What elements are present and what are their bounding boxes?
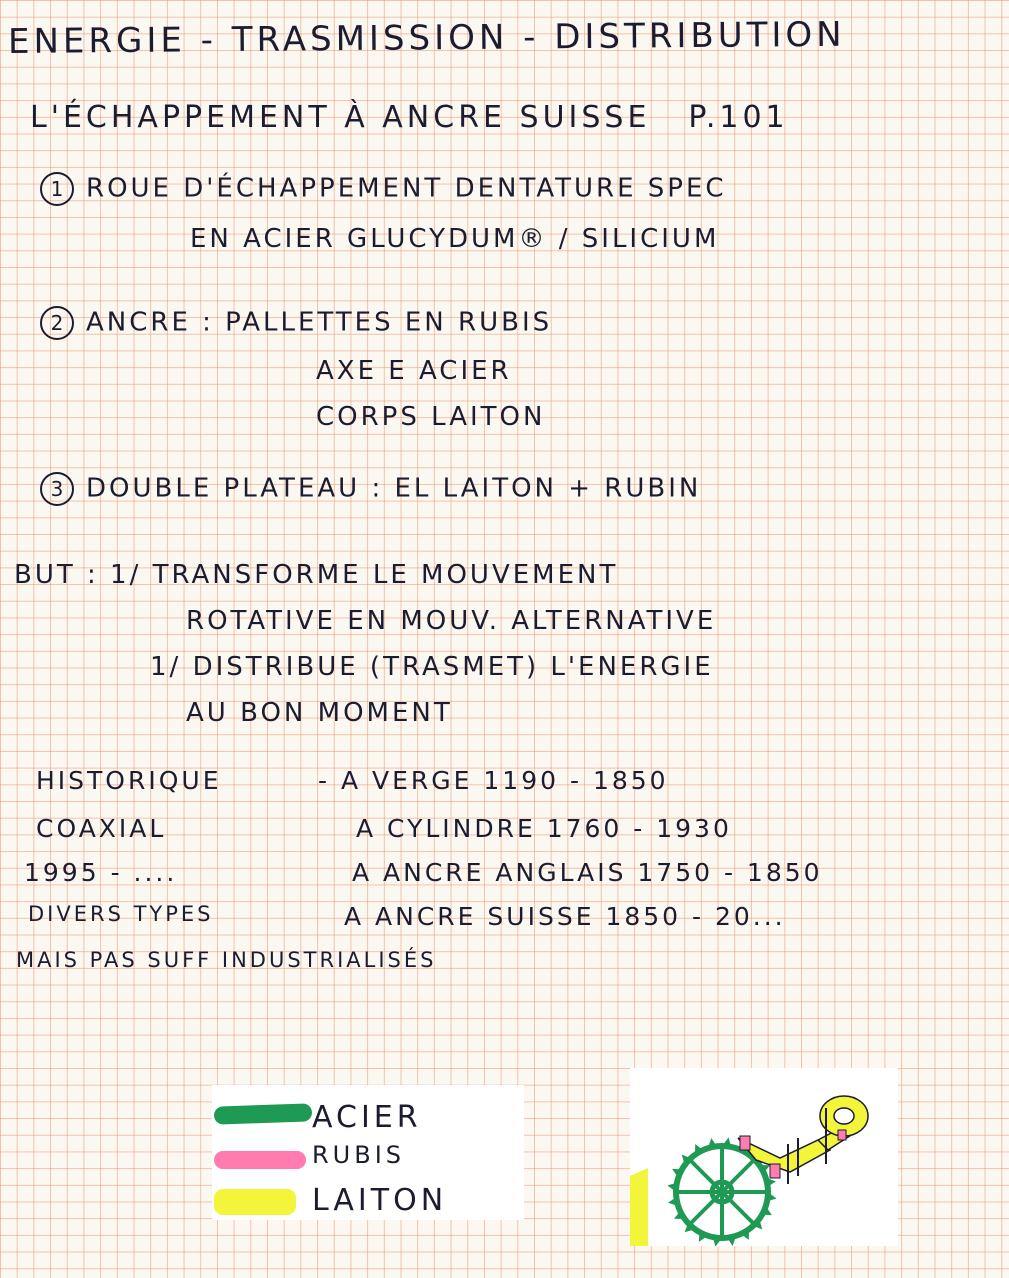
escapement-subtitle <box>30 100 789 135</box>
goal-line-1: BUT : 1/ TRANSFORME LE MOUVEMENT <box>14 560 619 590</box>
color-legend <box>212 1085 524 1220</box>
component-1 <box>40 172 727 206</box>
component-2-line1: ANCRE : PALLETTES EN RUBIS <box>86 307 553 338</box>
escapement-illustration <box>630 1068 898 1246</box>
history-not-industrialized: MAIS PAS SUFF INDUSTRIALISÉS <box>16 948 437 972</box>
history-label: HISTORIQUE <box>36 766 222 795</box>
escape-wheel-tooth <box>713 1237 722 1246</box>
legend-swatch-rubis <box>214 1151 306 1169</box>
component-1-line1: ROUE D'ÉCHAPPEMENT DENTATURE SPEC <box>86 173 727 204</box>
laiton-plate-fragment <box>630 1168 648 1246</box>
component-3-line1: DOUBLE PLATEAU : EL LAITON + RUBIN <box>86 473 702 504</box>
escapement-diagram <box>630 1068 898 1246</box>
history-coaxial-year: 1995 - .... <box>24 858 178 887</box>
legend-label-laiton: LAITON <box>312 1183 448 1218</box>
double-roller <box>820 1096 868 1164</box>
circled-number-3: 3 <box>40 472 74 506</box>
legend-label-acier: ACIER <box>312 1100 422 1135</box>
history-cylinder: A CYLINDRE 1760 - 1930 <box>356 814 732 843</box>
component-2-line3: CORPS LAITON <box>316 402 546 432</box>
entry-pallet-ruby <box>740 1136 750 1150</box>
impulse-pin-ruby <box>838 1130 846 1140</box>
goal-line-4: AU BON MOMENT <box>186 698 453 728</box>
history-verge: - A VERGE 1190 - 1850 <box>318 766 669 795</box>
circled-number-2: 2 <box>40 306 74 340</box>
component-2 <box>40 306 552 340</box>
page-title: ENERGIE - TRASMISSION - DISTRIBUTION <box>7 14 846 62</box>
history-coaxial: COAXIAL <box>36 814 167 843</box>
legend-swatch-laiton <box>214 1189 296 1215</box>
component-2-line2: AXE E ACIER <box>316 356 512 386</box>
legend-swatch-acier <box>214 1103 313 1124</box>
circled-number-1: 1 <box>40 172 74 206</box>
component-1-line2: EN ACIER GLUCYDUM® / SILICIUM <box>190 224 720 254</box>
legend-label-rubis: RUBIS <box>312 1141 406 1169</box>
goal-line-3: 1/ DISTRIBUE (TRASMET) L'ENERGIE <box>150 652 714 682</box>
escape-wheel-tooth <box>767 1192 777 1201</box>
subtitle-text: L'ÉCHAPPEMENT À ANCRE SUISSE <box>30 100 651 135</box>
history-english-lever: A ANCRE ANGLAIS 1750 - 1850 <box>352 858 823 887</box>
history-swiss-lever: A ANCRE SUISSE 1850 - 20... <box>344 902 786 931</box>
component-3 <box>40 472 701 506</box>
exit-pallet-ruby <box>770 1164 780 1178</box>
page-reference: P.101 <box>688 100 789 135</box>
escape-wheel-tooth <box>722 1137 731 1147</box>
goal-line-2: ROTATIVE EN MOUV. ALTERNATIVE <box>186 606 717 636</box>
history-divers-types: DIVERS TYPES <box>28 902 214 926</box>
escape-wheel-tooth <box>667 1183 677 1192</box>
